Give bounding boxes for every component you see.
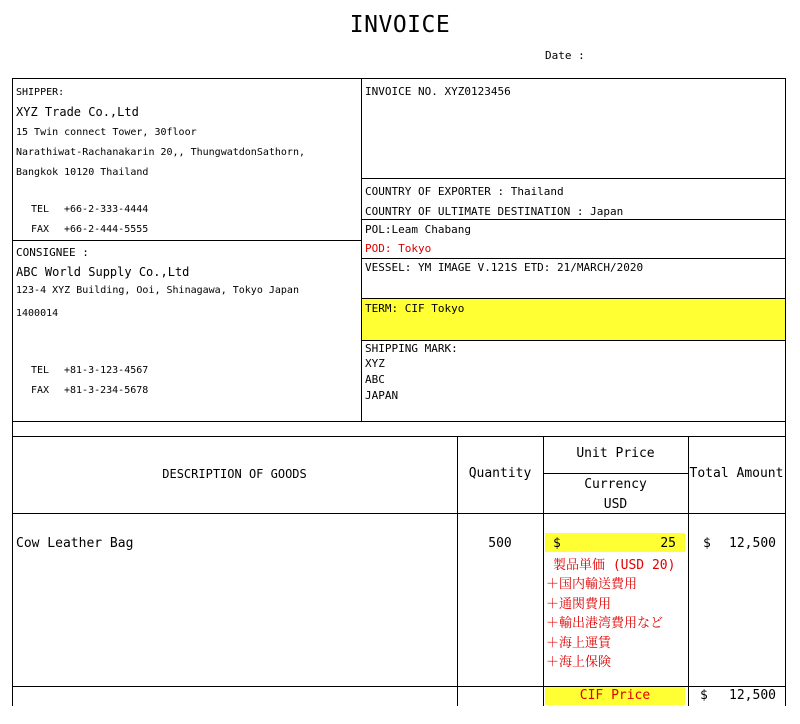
shipper-name: XYZ Trade Co.,Ltd [16,105,139,119]
shipper-tel: +66-2-333-4444 [64,204,149,215]
item-description: Cow Leather Bag [16,536,134,551]
table-header-bottom [12,513,786,514]
rule-4 [361,298,785,299]
port-of-discharge: POD: Tokyo [365,242,432,255]
consignee-tel-label: TEL [31,365,50,376]
consignee-tel: +81-3-123-4567 [64,365,149,376]
shipper-address-line: Narathiwat-Rachanakarin 20,, ThungwatdonSathorn, [16,147,305,158]
upper-divider [361,78,362,421]
invoice-title: INVOICE [349,12,451,38]
rule-2 [361,219,785,220]
term-text: TERM: CIF Tokyo [365,302,465,315]
unit-price-divider [543,473,688,474]
unit-price-value: 25 [660,536,676,551]
shipper-label: SHIPPER: [16,87,65,98]
rule-6 [12,421,786,422]
header-total-amount: Total Amount [689,466,784,481]
top-border [12,78,786,79]
consignee-fax: +81-3-234-5678 [64,385,149,396]
shipper-fax: +66-2-444-5555 [64,224,149,235]
header-quantity: Quantity [468,466,532,481]
shipper-consignee-divider [12,240,361,241]
consignee-fax-label: FAX [31,385,50,396]
total-currency: $ [703,536,711,551]
cif-price-label: CIF Price [579,688,651,703]
rule-5 [361,340,785,341]
consignee-address-line: 1400014 [16,308,59,319]
shipper-address-line: Bangkok 10120 Thailand [16,167,149,178]
table-top [12,436,786,437]
shipping-mark-line: XYZ [365,357,385,370]
shipping-mark-line: ABC [365,373,385,386]
port-of-loading: POL:Leam Chabang [365,223,471,236]
rule-3 [361,258,785,259]
vessel-info: VESSEL: YM IMAGE V.121S ETD: 21/MARCH/2020 [365,261,644,274]
consignee-label: CONSIGNEE : [16,246,89,259]
shipper-fax-label: FAX [31,224,50,235]
cost-note: ＋海上保険 [546,655,612,670]
country-of-exporter: COUNTRY OF EXPORTER : Thailand [365,185,564,198]
cost-note: ＋通関費用 [546,597,612,612]
header-description: DESCRIPTION OF GOODS [162,467,307,481]
cost-note: ＋海上運賃 [546,636,612,651]
cost-note: 製品単価 (USD 20) [553,558,676,573]
footer-currency: $ [700,688,708,703]
unit-price-currency: $ [553,536,561,551]
consignee-name: ABC World Supply Co.,Ltd [16,265,190,279]
footer-top [12,686,786,687]
header-currency-code: USD [603,497,628,512]
item-quantity: 500 [488,536,512,551]
cost-note: ＋輸出港湾費用など [546,616,664,631]
total-value: 12,500 [729,536,776,551]
left-border [12,78,13,706]
header-unit-price: Unit Price [576,446,655,461]
shipping-mark-label: SHIPPING MARK: [365,342,458,355]
shipper-tel-label: TEL [31,204,50,215]
country-of-destination: COUNTRY OF ULTIMATE DESTINATION : Japan [365,205,624,218]
header-currency: Currency [584,477,647,492]
rule-1 [361,178,785,179]
right-border [785,78,786,706]
shipper-address-line: 15 Twin connect Tower, 30floor [16,127,197,138]
footer-total: 12,500 [729,688,776,703]
invoice-number: INVOICE NO. XYZ0123456 [365,85,511,98]
date-label: Date : [545,49,585,62]
cost-note: ＋国内輸送費用 [546,577,638,592]
consignee-address-line: 123-4 XYZ Building, Ooi, Shinagawa, Tokyo Japan [16,285,299,296]
shipping-mark-line: JAPAN [365,389,399,402]
